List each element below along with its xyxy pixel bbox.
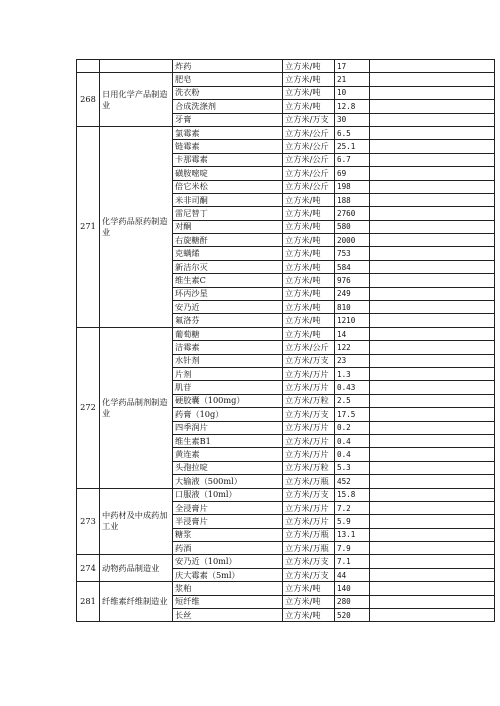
unit-cell: 立方米/公斤 <box>283 180 335 193</box>
product-name-cell: 合成洗涤剂 <box>173 100 283 113</box>
unit-cell: 立方米/万片 <box>283 381 335 394</box>
quota-value-cell: 2000 <box>335 234 370 247</box>
quota-value-cell: 2760 <box>335 207 370 220</box>
product-name-cell: 安乃近 <box>173 301 283 314</box>
quota-value-cell: 13.1 <box>335 528 370 541</box>
remark-cell <box>370 301 495 314</box>
unit-cell: 立方米/吨 <box>283 582 335 595</box>
remark-cell <box>370 488 495 501</box>
unit-cell: 立方米/吨 <box>283 207 335 220</box>
remark-cell <box>370 100 495 113</box>
remark-cell <box>370 434 495 447</box>
product-name-cell: 四季润片 <box>173 421 283 434</box>
unit-cell: 立方米/公斤 <box>283 153 335 166</box>
remark-cell <box>370 73 495 86</box>
water-quota-table <box>76 59 495 622</box>
product-name-cell: 卡那霉素 <box>173 153 283 166</box>
quota-value-cell: 6.5 <box>335 126 370 139</box>
remark-cell <box>370 582 495 595</box>
quota-value-cell: 452 <box>335 475 370 488</box>
product-name-cell: 硬胶囊（100mg） <box>173 394 283 407</box>
product-name-cell: 氟洛芬 <box>173 314 283 327</box>
unit-cell: 立方米/万支 <box>283 555 335 568</box>
quota-value-cell: 5.9 <box>335 515 370 528</box>
product-name-cell: 药膏（10g） <box>173 408 283 421</box>
unit-cell: 立方米/万片 <box>283 448 335 461</box>
product-name-cell: 氯霉素 <box>173 126 283 139</box>
remark-cell <box>370 461 495 474</box>
quota-value-cell: 122 <box>335 341 370 354</box>
unit-cell: 立方米/万支 <box>283 113 335 126</box>
unit-cell: 立方米/万支 <box>283 408 335 421</box>
remark-cell <box>370 234 495 247</box>
unit-cell: 立方米/吨 <box>283 73 335 86</box>
product-name-cell: 环丙沙星 <box>173 287 283 300</box>
quota-value-cell: 23 <box>335 354 370 367</box>
product-name-cell: 洗衣粉 <box>173 86 283 99</box>
remark-cell <box>370 126 495 139</box>
product-name-cell: 全浸膏片 <box>173 501 283 514</box>
quota-value-cell: 580 <box>335 220 370 233</box>
table-row <box>77 582 495 595</box>
quota-value-cell: 6.7 <box>335 153 370 166</box>
unit-cell: 立方米/公斤 <box>283 126 335 139</box>
product-name-cell: 水针剂 <box>173 354 283 367</box>
industry-name-cell <box>100 60 173 73</box>
quota-value-cell: 10 <box>335 86 370 99</box>
quota-value-cell: 5.3 <box>335 461 370 474</box>
product-name-cell: 洁霉素 <box>173 341 283 354</box>
remark-cell <box>370 86 495 99</box>
product-name-cell: 安乃近（10ml） <box>173 555 283 568</box>
unit-cell: 立方米/万片 <box>283 434 335 447</box>
industry-code-cell: 268 <box>77 73 100 127</box>
remark-cell <box>370 421 495 434</box>
quota-value-cell: 17 <box>335 60 370 73</box>
industry-name-cell: 化学药品原药制造业 <box>100 126 173 327</box>
quota-value-cell: 1.3 <box>335 367 370 380</box>
quota-value-cell: 0.2 <box>335 421 370 434</box>
remark-cell <box>370 274 495 287</box>
product-name-cell: 链霉素 <box>173 140 283 153</box>
table-row <box>77 555 495 568</box>
product-name-cell: 长丝 <box>173 609 283 622</box>
unit-cell: 立方米/吨 <box>283 287 335 300</box>
unit-cell: 立方米/吨 <box>283 314 335 327</box>
industry-code-cell <box>77 60 100 73</box>
product-name-cell: 牙膏 <box>173 113 283 126</box>
table-row <box>77 60 495 73</box>
industry-name-cell: 纤维素纤维制造业 <box>100 582 173 622</box>
remark-cell <box>370 60 495 73</box>
table-row <box>77 73 495 86</box>
product-name-cell: 右旋糖酐 <box>173 234 283 247</box>
unit-cell: 立方米/万支 <box>283 354 335 367</box>
product-name-cell: 克螨烯 <box>173 247 283 260</box>
unit-cell: 立方米/吨 <box>283 260 335 273</box>
quota-value-cell: 7.9 <box>335 542 370 555</box>
unit-cell: 立方米/吨 <box>283 60 335 73</box>
table-row <box>77 488 495 501</box>
quota-value-cell: 15.8 <box>335 488 370 501</box>
quota-value-cell: 30 <box>335 113 370 126</box>
product-name-cell: 倍它米松 <box>173 180 283 193</box>
quota-value-cell: 520 <box>335 609 370 622</box>
product-name-cell: 米非司酮 <box>173 193 283 206</box>
quota-value-cell: 753 <box>335 247 370 260</box>
remark-cell <box>370 167 495 180</box>
unit-cell: 立方米/万片 <box>283 501 335 514</box>
remark-cell <box>370 542 495 555</box>
quota-value-cell: 0.4 <box>335 434 370 447</box>
product-name-cell: 短纤维 <box>173 595 283 608</box>
quota-value-cell: 1210 <box>335 314 370 327</box>
product-name-cell: 头孢拉啶 <box>173 461 283 474</box>
unit-cell: 立方米/万支 <box>283 568 335 581</box>
unit-cell: 立方米/万粒 <box>283 461 335 474</box>
unit-cell: 立方米/公斤 <box>283 140 335 153</box>
product-name-cell: 肥皂 <box>173 73 283 86</box>
quota-value-cell: 12.8 <box>335 100 370 113</box>
unit-cell: 立方米/吨 <box>283 301 335 314</box>
remark-cell <box>370 408 495 421</box>
unit-cell: 立方米/吨 <box>283 274 335 287</box>
quota-value-cell: 14 <box>335 327 370 340</box>
unit-cell: 立方米/吨 <box>283 234 335 247</box>
industry-name-cell: 动物药品制造业 <box>100 555 173 582</box>
quota-value-cell: 188 <box>335 193 370 206</box>
quota-value-cell: 280 <box>335 595 370 608</box>
unit-cell: 立方米/万瓶 <box>283 475 335 488</box>
product-name-cell: 新洁尔灭 <box>173 260 283 273</box>
quota-value-cell: 584 <box>335 260 370 273</box>
unit-cell: 立方米/吨 <box>283 193 335 206</box>
remark-cell <box>370 287 495 300</box>
product-name-cell: 对酮 <box>173 220 283 233</box>
unit-cell: 立方米/万片 <box>283 421 335 434</box>
remark-cell <box>370 193 495 206</box>
remark-cell <box>370 113 495 126</box>
unit-cell: 立方米/公斤 <box>283 341 335 354</box>
industry-code-cell: 273 <box>77 488 100 555</box>
remark-cell <box>370 609 495 622</box>
quota-value-cell: 44 <box>335 568 370 581</box>
unit-cell: 立方米/万片 <box>283 515 335 528</box>
quota-value-cell: 0.43 <box>335 381 370 394</box>
industry-code-cell: 272 <box>77 327 100 488</box>
quota-value-cell: 25.1 <box>335 140 370 153</box>
table-body <box>77 60 495 622</box>
remark-cell <box>370 394 495 407</box>
unit-cell: 立方米/吨 <box>283 327 335 340</box>
product-name-cell: 维生素B1 <box>173 434 283 447</box>
remark-cell <box>370 327 495 340</box>
product-name-cell: 炸药 <box>173 60 283 73</box>
unit-cell: 立方米/吨 <box>283 86 335 99</box>
product-name-cell: 药酒 <box>173 542 283 555</box>
remark-cell <box>370 501 495 514</box>
unit-cell: 立方米/万瓶 <box>283 542 335 555</box>
remark-cell <box>370 595 495 608</box>
remark-cell <box>370 475 495 488</box>
product-name-cell: 维生素C <box>173 274 283 287</box>
remark-cell <box>370 555 495 568</box>
industry-code-cell: 274 <box>77 555 100 582</box>
remark-cell <box>370 448 495 461</box>
product-name-cell: 片剂 <box>173 367 283 380</box>
product-name-cell: 大输液（500ml） <box>173 475 283 488</box>
quota-value-cell: 198 <box>335 180 370 193</box>
remark-cell <box>370 247 495 260</box>
table-row <box>77 126 495 139</box>
remark-cell <box>370 180 495 193</box>
table-row <box>77 327 495 340</box>
quota-value-cell: 17.5 <box>335 408 370 421</box>
product-name-cell: 肌苷 <box>173 381 283 394</box>
remark-cell <box>370 260 495 273</box>
quota-value-cell: 21 <box>335 73 370 86</box>
unit-cell: 立方米/吨 <box>283 609 335 622</box>
industry-name-cell: 中药材及中成药加工业 <box>100 488 173 555</box>
remark-cell <box>370 341 495 354</box>
unit-cell: 立方米/吨 <box>283 247 335 260</box>
remark-cell <box>370 153 495 166</box>
quota-value-cell: 7.2 <box>335 501 370 514</box>
quota-value-cell: 7.1 <box>335 555 370 568</box>
quota-value-cell: 69 <box>335 167 370 180</box>
remark-cell <box>370 515 495 528</box>
remark-cell <box>370 381 495 394</box>
remark-cell <box>370 207 495 220</box>
product-name-cell: 磺胺嘧啶 <box>173 167 283 180</box>
industry-name-cell: 化学药品制剂制造业 <box>100 327 173 488</box>
unit-cell: 立方米/吨 <box>283 100 335 113</box>
unit-cell: 立方米/万支 <box>283 488 335 501</box>
product-name-cell: 雷尼替丁 <box>173 207 283 220</box>
industry-name-cell: 日用化学产品制造业 <box>100 73 173 127</box>
product-name-cell: 黄连素 <box>173 448 283 461</box>
industry-code-cell: 281 <box>77 582 100 622</box>
remark-cell <box>370 140 495 153</box>
product-name-cell: 半浸膏片 <box>173 515 283 528</box>
product-name-cell: 糖浆 <box>173 528 283 541</box>
remark-cell <box>370 528 495 541</box>
product-name-cell: 口服液（10ml） <box>173 488 283 501</box>
product-name-cell: 葡萄糖 <box>173 327 283 340</box>
remark-cell <box>370 367 495 380</box>
product-name-cell: 浆粕 <box>173 582 283 595</box>
unit-cell: 立方米/吨 <box>283 220 335 233</box>
quota-value-cell: 976 <box>335 274 370 287</box>
quota-value-cell: 0.4 <box>335 448 370 461</box>
quota-value-cell: 140 <box>335 582 370 595</box>
quota-value-cell: 2.5 <box>335 394 370 407</box>
unit-cell: 立方米/万片 <box>283 367 335 380</box>
unit-cell: 立方米/公斤 <box>283 167 335 180</box>
industry-code-cell: 271 <box>77 126 100 327</box>
product-name-cell: 庆大霉素（5ml） <box>173 568 283 581</box>
unit-cell: 立方米/吨 <box>283 595 335 608</box>
quota-value-cell: 810 <box>335 301 370 314</box>
unit-cell: 立方米/万粒 <box>283 394 335 407</box>
quota-value-cell: 249 <box>335 287 370 300</box>
remark-cell <box>370 314 495 327</box>
remark-cell <box>370 354 495 367</box>
remark-cell <box>370 568 495 581</box>
remark-cell <box>370 220 495 233</box>
unit-cell: 立方米/万瓶 <box>283 528 335 541</box>
